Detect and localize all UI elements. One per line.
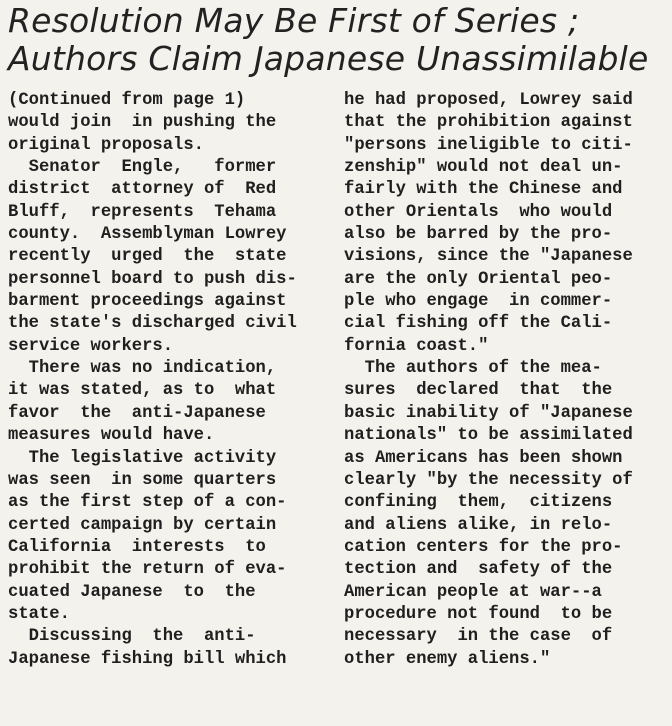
text-line: procedure not found to be (344, 604, 613, 624)
text-line: measures would have. (8, 426, 215, 446)
text-line: California interests to (8, 537, 266, 557)
text-line: confining them, citizens (344, 493, 613, 513)
text-line: "persons ineligible to citi- (344, 135, 633, 155)
text-line: as the first step of a con- (8, 493, 287, 513)
text-line: district attorney of Red (8, 180, 277, 200)
text-line: (Continued from page 1) (8, 91, 246, 110)
text-line: other enemy aliens." (344, 649, 551, 669)
text-line: would join in pushing the (8, 113, 277, 133)
text-line: cation centers for the pro- (344, 537, 623, 557)
text-line: nationals" to be assimilated (344, 426, 633, 446)
text-line: Bluff, represents Tehama (8, 202, 277, 222)
text-line: prohibit the return of eva- (8, 560, 287, 580)
text-line: Discussing the anti- (8, 627, 256, 647)
text-line: The authors of the mea- (344, 359, 602, 379)
text-line: it was stated, as to what (8, 381, 277, 401)
text-line: cial fishing off the Cali- (344, 314, 613, 334)
text-line: fairly with the Chinese and (344, 180, 623, 200)
text-line: certed campaign by certain (8, 515, 277, 535)
headline-line-2: Authors Claim Japanese Unassimilable (8, 39, 649, 78)
text-line: barment proceedings against (8, 292, 287, 312)
text-line: the state's discharged civil (8, 314, 297, 334)
text-line: favor the anti-Japanese (8, 403, 266, 423)
text-line: ple who engage in commer- (344, 292, 613, 312)
text-line: state. (8, 604, 70, 624)
text-line: original proposals. (8, 135, 204, 155)
text-line: There was no indication, (8, 359, 277, 379)
text-line: as Americans has been shown (344, 448, 623, 468)
text-line: necessary in the case of (344, 627, 613, 647)
text-line: basic inability of "Japanese (344, 403, 633, 423)
text-line: was seen in some quarters (8, 470, 277, 490)
text-line: American people at war--a (344, 582, 602, 602)
text-line: that the prohibition against (344, 113, 633, 133)
text-line: recently urged the state (8, 247, 287, 267)
text-line: tection and safety of the (344, 560, 613, 580)
text-line: zenship" would not deal un- (344, 158, 623, 178)
article-column-left (8, 90, 333, 671)
text-line: service workers. (8, 336, 174, 356)
text-line: are the only Oriental peo- (344, 269, 613, 289)
text-line: visions, since the "Japanese (344, 247, 633, 267)
text-line: he had proposed, Lowrey said (344, 91, 633, 110)
text-line: also be barred by the pro- (344, 225, 613, 245)
text-line: cuated Japanese to the (8, 582, 256, 602)
text-line: Senator Engle, former (8, 158, 277, 178)
text-line: and aliens alike, in relo- (344, 515, 613, 535)
text-line: clearly "by the necessity of (344, 470, 633, 490)
text-line: Japanese fishing bill which (8, 649, 287, 669)
headline (8, 2, 664, 78)
text-line: fornia coast." (344, 336, 489, 356)
text-line: county. Assemblyman Lowrey (8, 225, 287, 245)
text-line: personnel board to push dis- (8, 269, 297, 289)
text-line: sures declared that the (344, 381, 613, 401)
headline-line-1: Resolution May Be First of Series ; (8, 1, 580, 40)
text-line: other Orientals who would (344, 202, 613, 222)
text-line: The legislative activity (8, 448, 277, 468)
article-column-right (344, 90, 666, 671)
